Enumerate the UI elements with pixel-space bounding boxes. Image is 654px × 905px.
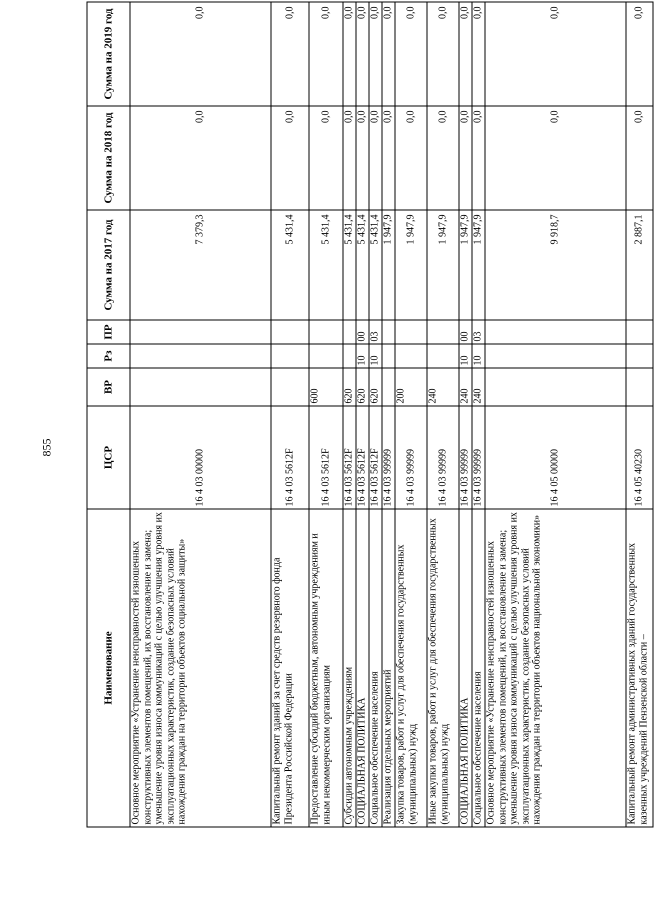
cell-sum-2017: 1 947,9 xyxy=(427,210,459,320)
table-row xyxy=(382,2,395,827)
cell-name: Предоставление субсидий бюджетным, автономным учреждениям и иным некоммерческим организациям xyxy=(309,509,343,827)
table-row xyxy=(343,2,356,827)
cell-rz xyxy=(271,344,309,368)
cell-rz xyxy=(130,344,271,368)
cell-sum-2018: 0,0 xyxy=(626,106,653,210)
cell-sum-2018: 0,0 xyxy=(395,106,427,210)
cell-pr: 00 xyxy=(459,320,472,344)
cell-sum-2018: 0,0 xyxy=(271,106,309,210)
cell-sum-2017: 7 379,3 xyxy=(130,210,271,320)
header-sum-2018: Сумма на 2018 год xyxy=(87,106,130,210)
cell-sum-2018: 0,0 xyxy=(459,106,472,210)
cell-sum-2019: 0,0 xyxy=(130,2,271,106)
cell-sum-2017: 5 431,4 xyxy=(356,210,369,320)
cell-pr xyxy=(427,320,459,344)
cell-sum-2018: 0,0 xyxy=(485,106,626,210)
cell-pr xyxy=(309,320,343,344)
cell-sum-2019: 0,0 xyxy=(356,2,369,106)
cell-rz xyxy=(309,344,343,368)
cell-sum-2017: 2 887,1 xyxy=(626,210,653,320)
cell-sum-2019: 0,0 xyxy=(271,2,309,106)
table-row xyxy=(472,2,485,827)
table-row xyxy=(271,2,309,827)
cell-name: Капитальный ремонт зданий за счет средств резервного фонда Президента Российской Федерации xyxy=(271,509,309,827)
cell-sum-2018: 0,0 xyxy=(130,106,271,210)
cell-csr: 16 4 03 5612F xyxy=(343,406,356,509)
cell-name: Капитальный ремонт административных зданий государственных казенных учреждений Пензенской области – xyxy=(626,509,653,827)
cell-rz xyxy=(343,344,356,368)
cell-name: Социальное обеспечение населения xyxy=(369,509,382,827)
header-sum-2019: Сумма на 2019 год xyxy=(87,2,130,106)
table-row xyxy=(130,2,271,827)
cell-name: Основное мероприятие «Устранение неисправностей изношенных конструктивных элементов помещений, их восстановление и замена; уменьшение уровня износа коммуникаций с целью улучшения уровня их эксплуатационных характеристик, создание безопасных условий нахождения граждан на территории объектов национальной экономики» xyxy=(485,509,626,827)
table-row xyxy=(459,2,472,827)
cell-rz: 10 xyxy=(472,344,485,368)
cell-sum-2018: 0,0 xyxy=(369,106,382,210)
cell-sum-2017: 1 947,9 xyxy=(395,210,427,320)
header-sum-2017: Сумма на 2017 год xyxy=(87,210,130,320)
cell-vr xyxy=(626,368,653,406)
cell-sum-2019: 0,0 xyxy=(309,2,343,106)
cell-sum-2018: 0,0 xyxy=(382,106,395,210)
cell-name: Закупка товаров, работ и услуг для обеспечения государственных (муниципальных) нужд xyxy=(395,509,427,827)
header-vr: ВР xyxy=(87,368,130,406)
header-name: Наименование xyxy=(87,509,130,827)
cell-pr xyxy=(626,320,653,344)
cell-rz: 10 xyxy=(459,344,472,368)
table-row xyxy=(427,2,459,827)
cell-sum-2019: 0,0 xyxy=(472,2,485,106)
cell-vr xyxy=(130,368,271,406)
cell-pr: 03 xyxy=(472,320,485,344)
table-body xyxy=(130,2,653,827)
table-row xyxy=(356,2,369,827)
cell-sum-2019: 0,0 xyxy=(382,2,395,106)
table-row xyxy=(309,2,343,827)
cell-name: Реализация отдельных мероприятий xyxy=(382,509,395,827)
cell-sum-2018: 0,0 xyxy=(427,106,459,210)
cell-pr xyxy=(382,320,395,344)
table-row xyxy=(369,2,382,827)
header-csr: ЦСР xyxy=(87,406,130,509)
header-rz: Рз xyxy=(87,344,130,368)
cell-csr: 16 4 03 5612F xyxy=(369,406,382,509)
cell-vr: 240 xyxy=(427,368,459,406)
table-row xyxy=(626,2,653,827)
cell-sum-2017: 5 431,4 xyxy=(271,210,309,320)
cell-csr: 16 4 05 40230 xyxy=(626,406,653,509)
cell-name: СОЦИАЛЬНАЯ ПОЛИТИКА xyxy=(356,509,369,827)
cell-pr xyxy=(130,320,271,344)
cell-sum-2017: 9 918,7 xyxy=(485,210,626,320)
cell-csr: 16 4 05 00000 xyxy=(485,406,626,509)
header-row xyxy=(87,2,130,827)
cell-rz: 10 xyxy=(356,344,369,368)
cell-sum-2019: 0,0 xyxy=(459,2,472,106)
cell-csr: 16 4 03 99999 xyxy=(472,406,485,509)
cell-rz xyxy=(626,344,653,368)
cell-name: Социальное обеспечение населения xyxy=(472,509,485,827)
cell-sum-2017: 1 947,9 xyxy=(459,210,472,320)
cell-sum-2019: 0,0 xyxy=(626,2,653,106)
cell-pr xyxy=(395,320,427,344)
cell-sum-2018: 0,0 xyxy=(356,106,369,210)
cell-sum-2017: 1 947,9 xyxy=(472,210,485,320)
table-row xyxy=(395,2,427,827)
cell-sum-2017: 5 431,4 xyxy=(343,210,356,320)
cell-csr: 16 4 03 99999 xyxy=(382,406,395,509)
cell-pr xyxy=(271,320,309,344)
cell-csr: 16 4 03 99999 xyxy=(459,406,472,509)
cell-sum-2019: 0,0 xyxy=(427,2,459,106)
budget-table xyxy=(87,2,654,828)
cell-vr xyxy=(485,368,626,406)
cell-vr xyxy=(271,368,309,406)
rotated-table-container xyxy=(87,3,649,828)
cell-vr: 200 xyxy=(395,368,427,406)
cell-name: СОЦИАЛЬНАЯ ПОЛИТИКА xyxy=(459,509,472,827)
cell-sum-2017: 5 431,4 xyxy=(309,210,343,320)
cell-csr: 16 4 03 5612F xyxy=(309,406,343,509)
cell-vr: 240 xyxy=(459,368,472,406)
cell-rz xyxy=(427,344,459,368)
cell-rz xyxy=(485,344,626,368)
cell-csr: 16 4 03 5612F xyxy=(271,406,309,509)
cell-rz xyxy=(395,344,427,368)
cell-vr: 620 xyxy=(369,368,382,406)
cell-vr: 620 xyxy=(343,368,356,406)
cell-vr: 620 xyxy=(356,368,369,406)
cell-csr: 16 4 03 5612F xyxy=(356,406,369,509)
page-number: 855 xyxy=(39,438,54,457)
cell-pr xyxy=(343,320,356,344)
cell-rz xyxy=(382,344,395,368)
cell-pr: 00 xyxy=(356,320,369,344)
header-pr: ПР xyxy=(87,320,130,344)
cell-sum-2018: 0,0 xyxy=(472,106,485,210)
cell-csr: 16 4 03 99999 xyxy=(395,406,427,509)
cell-name: Основное мероприятие «Устранение неисправностей изношенных конструктивных элементов помещений, их восстановление и замена; уменьшение уровня износа коммуникаций с целью улучшения уровня их эксплуатационных характеристик, создание безопасных условий нахождения граждан на территории объектов социальной защиты» xyxy=(130,509,271,827)
cell-sum-2019: 0,0 xyxy=(395,2,427,106)
cell-name: Субсидии автономным учреждениям xyxy=(343,509,356,827)
table-row xyxy=(485,2,626,827)
cell-pr: 03 xyxy=(369,320,382,344)
cell-vr: 600 xyxy=(309,368,343,406)
cell-vr: 240 xyxy=(472,368,485,406)
cell-csr: 16 4 03 00000 xyxy=(130,406,271,509)
cell-sum-2019: 0,0 xyxy=(485,2,626,106)
cell-sum-2018: 0,0 xyxy=(309,106,343,210)
cell-sum-2017: 1 947,9 xyxy=(382,210,395,320)
cell-sum-2019: 0,0 xyxy=(343,2,356,106)
cell-sum-2019: 0,0 xyxy=(369,2,382,106)
cell-sum-2018: 0,0 xyxy=(343,106,356,210)
cell-csr: 16 4 03 99999 xyxy=(427,406,459,509)
cell-sum-2017: 5 431,4 xyxy=(369,210,382,320)
cell-name: Иные закупки товаров, работ и услуг для обеспечения государственных (муниципальных) нужд xyxy=(427,509,459,827)
cell-rz: 10 xyxy=(369,344,382,368)
cell-pr xyxy=(485,320,626,344)
cell-vr xyxy=(382,368,395,406)
